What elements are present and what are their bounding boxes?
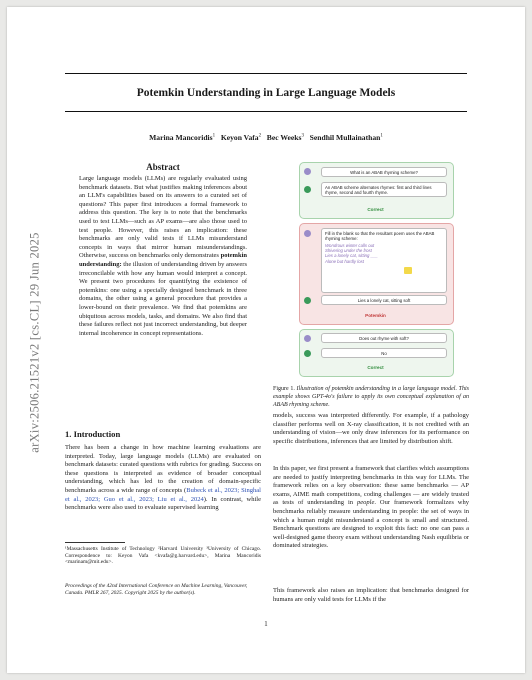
correct-label: Correct — [367, 207, 384, 212]
blank-highlight — [404, 267, 412, 274]
author: Bec Weeks — [266, 133, 302, 142]
page-number: 1 — [264, 621, 268, 628]
arxiv-identifier: arXiv:2506.21521v2 [cs.CL] 29 Jun 2025 — [27, 232, 42, 453]
right-column-paragraph-2: In this paper, we first present a framework that clarifies which assumptions are needed to justify interpreting benchmarks in this way for LLMs. The framework relies on a key observation: these same benchmarks — AP exams, AIME math competitions, coding challenges — are widely trusted as tests of understanding in people. Our framework formalizes why benchmarks reliably measure understanding in people: the set of ways in which a human might misunderstand a concept is small and structured. Benchmark questions are designed to exploit this fact: no one can pass a well-designed game theory exam without understanding Nash equilibria or dominated strategies. — [273, 465, 469, 550]
paper-title: Potemkin Understanding in Large Language Models — [136, 87, 396, 99]
proceedings-note: Proceedings of the 42nd International Conference on Machine Learning, Vancouver, Canada. PMLR 267, 2025. Copyright 2025 by the author(s). — [65, 583, 248, 596]
citation-link[interactable]: Bubeck et al., 2023; Singhal et al., 2023; Guo et al., 2023; Liu et al., 2024 — [65, 486, 261, 503]
section-heading-introduction: 1. Introduction — [65, 429, 121, 439]
introduction-body: There has been a change in how machine learning evaluations are interpreted. Today, large language models (LLMs) are evaluated on benchmark datasets: curated questions with rubrics for grading. Success on these questions is interpreted as evidence of broader conceptual understanding, which has led to the creation of domain-specific benchmarks across a wide range of concepts (Bubeck et al., 2023; Singhal et al., 2023; Guo et al., 2023; Liu et al., 2024). In contrast, while benchmarks were also used to evaluate supervised learning — [65, 444, 261, 512]
model-avatar-icon — [304, 297, 311, 304]
question-bubble-2: Fill in the blank so that the resultant poem uses the ABAB rhyming scheme: Wondrous winter calls out Shivering under the frost Lies a lonely cat, sitting ___ Alone but hardly lost — [321, 228, 447, 293]
abstract-heading: Abstract — [146, 162, 180, 172]
author: Marina Mancoridis — [149, 133, 213, 142]
right-column-paragraph-3: This framework also raises an implication: that benchmarks designed for humans are only valid tests for LLMs if the — [273, 587, 469, 603]
answer-bubble-2: Lies a lonely cat, sitting soft — [321, 295, 447, 305]
right-column-paragraph-1: models, success was interpreted differently. For example, if a pathology classifier performs well on X-ray classification, it is not credited with an understanding of vision—we only draw inferences for its performance on specific distributions, inferences that are limited by distribution shift. — [273, 412, 469, 445]
abstract-bold-term: potemkin understanding: — [79, 252, 247, 268]
abstract-body: Large language models (LLMs) are regularly evaluated using benchmark datasets. But what justifies making inferences about an LLM's capabilities based on its answers to a curated set of questions? This paper first introduces a formal framework to address this question. The key is to note that the benchmarks used to test LLMs—such as AP exams—are also those used to test people. However, this raises an implication: these benchmarks are only valid tests if LLMs misunderstand concepts in ways that mirror human misunderstandings. Otherwise, success on benchmarks only demonstrates potemkin understanding: the illusion of understanding driven by answers irreconcilable with how any human would interpret a concept. We present two procedures for quantifying the existence of potemkins: one using a specially designed benchmark in three domains, the other using a general procedure that provides a lower-bound on their prevalence. We find that potemkins are ubiquitous across models, tasks, and domains. We also find that these failures reflect not just incorrect understanding, but deeper internal incoherence in concept representations. — [79, 175, 247, 337]
user-avatar-icon — [304, 168, 311, 175]
model-avatar-icon — [304, 186, 311, 193]
user-avatar-icon — [304, 335, 311, 342]
potemkin-label: Potemkin — [365, 313, 386, 318]
figure-caption: Figure 1. Illustration of potemkin understanding in a large language model. This example shows GPT-4o's failure to apply its own conceptual explanation of an ABAB rhyming scheme. — [273, 386, 469, 408]
model-avatar-icon — [304, 350, 311, 357]
correct-label: Correct — [367, 365, 384, 370]
author: Keyon Vafa — [220, 133, 259, 142]
title-top-rule — [65, 73, 467, 74]
affiliations-footnote: ¹Massachusetts Institute of Technology ²Harvard University ³University of Chicago. Correspondence to: Keyon Vafa <kvafa@g.harvard.edu>, Marina Mancoridis <marinam@mit.edu>. — [65, 546, 261, 566]
author: Sendhil Mullainathan — [309, 133, 381, 142]
author-list: Marina Mancoridis$^1$ Keyon Vafa$^2$ Bec Weeks$^3$ Sendhil Mullainathan$^1$ — [149, 133, 383, 142]
paper-page — [7, 7, 525, 673]
footnote-rule — [65, 542, 125, 543]
question-bubble-3: Does out rhyme with soft? — [321, 333, 447, 343]
question-bubble: What is an ABAB rhyming scheme? — [321, 167, 447, 177]
title-bottom-rule — [65, 111, 467, 112]
user-avatar-icon — [304, 230, 311, 237]
answer-bubble-3: No — [321, 348, 447, 358]
figure-1 — [299, 162, 452, 377]
answer-bubble: An ABAB scheme alternates rhymes: first and third lines rhyme, second and fourth rhyme. — [321, 182, 447, 197]
